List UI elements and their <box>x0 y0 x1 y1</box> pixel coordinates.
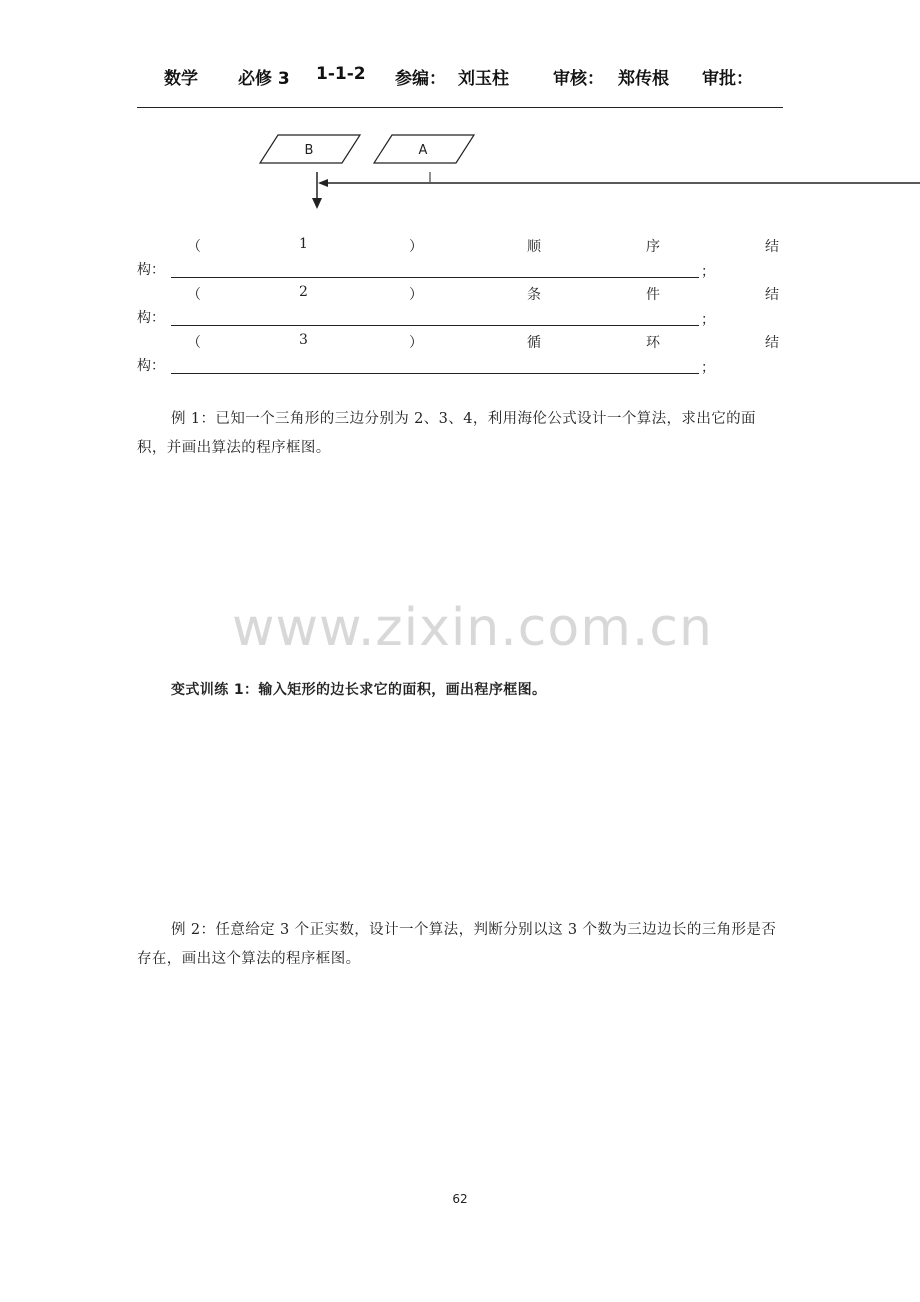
structure-1-blank[interactable] <box>171 277 699 278</box>
structure-2-char: ） <box>409 287 423 303</box>
structure-row-1 <box>137 236 783 260</box>
structure-3-char: 循 <box>527 335 541 351</box>
header-editor-name: 刘玉柱 <box>458 69 509 89</box>
structure-2-prefix: 构： <box>137 310 165 326</box>
structure-2-char: 条 <box>527 287 541 303</box>
header-lesson: 1-1-2 <box>316 64 366 84</box>
structure-row-2 <box>137 284 783 308</box>
structure-3-char: 环 <box>646 335 660 351</box>
header-divider <box>137 107 783 108</box>
structure-2-char: 结 <box>765 287 779 303</box>
structure-1-prefix: 构： <box>137 262 165 278</box>
structure-1-char: 结 <box>765 239 779 255</box>
structure-3-char: 结 <box>765 335 779 351</box>
flowchart-fragment <box>0 120 920 220</box>
structure-2-char: 件 <box>646 287 660 303</box>
header-subject: 数学 <box>164 69 198 89</box>
structure-3-blank[interactable] <box>171 373 699 374</box>
structure-1-char: 序 <box>646 239 660 255</box>
header-course: 必修 3 <box>238 69 290 89</box>
structure-3-prefix: 构： <box>137 358 165 374</box>
structure-1-char: （ <box>187 239 201 255</box>
header-reviewer-label: 审核： <box>553 69 604 89</box>
structure-2-char: 2 <box>299 284 308 300</box>
structure-3-char: ） <box>409 335 423 351</box>
header-reviewer-name: 郑传根 <box>618 69 669 89</box>
watermark-text: www.zixin.com.cn <box>232 598 713 658</box>
flow-left-arrowhead <box>318 179 328 187</box>
variant-1-text: 变式训练 1：输入矩形的边长求它的面积，画出程序框图。 <box>171 682 547 698</box>
parallelogram-b-label: B <box>304 143 314 158</box>
example-2-text: 例 2：任意给定 3 个正实数，设计一个算法，判断分别以这 3 个数为三边边长的三角形是否存在，画出这个算法的程序框图。 <box>137 922 777 967</box>
structure-3-char: 3 <box>299 332 308 348</box>
structure-2-char: （ <box>187 287 201 303</box>
header-editor-label: 参编： <box>395 69 446 89</box>
structure-row-2-line <box>137 307 783 331</box>
structure-1-char: 顺 <box>527 239 541 255</box>
structure-2-blank[interactable] <box>171 325 699 326</box>
header-approver-label: 审批： <box>702 69 753 89</box>
structure-1-end: ； <box>701 264 715 280</box>
parallelogram-a-label: A <box>418 143 428 158</box>
structure-row-1-line <box>137 259 783 283</box>
structure-row-3 <box>137 332 783 356</box>
structure-1-char: ） <box>409 239 423 255</box>
structure-3-end: ； <box>701 360 715 376</box>
structure-3-char: （ <box>187 335 201 351</box>
page-number: 62 <box>452 1192 468 1206</box>
structure-2-end: ； <box>701 312 715 328</box>
structure-1-char: 1 <box>299 236 308 252</box>
flow-down-arrowhead <box>312 198 322 209</box>
page-header <box>137 64 783 94</box>
structure-row-3-line <box>137 355 783 379</box>
example-1-text: 例 1：已知一个三角形的三边分别为 2、3、4，利用海伦公式设计一个算法，求出它的面积，并画出算法的程序框图。 <box>137 411 756 456</box>
